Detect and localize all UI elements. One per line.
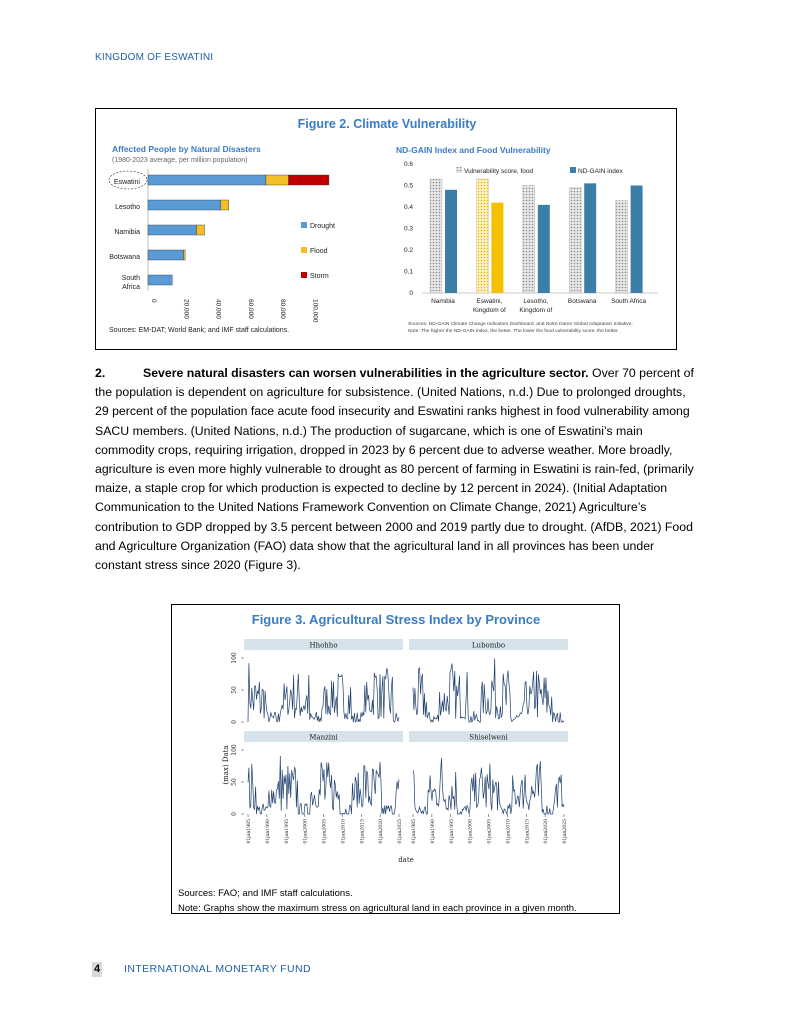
bar-drought-eswatini — [148, 175, 266, 185]
x-tick-label: 01jan2010 — [341, 819, 347, 844]
left-x-tick: 40,000 — [214, 299, 222, 319]
left-category-label: Eswatini — [113, 179, 140, 186]
left-x-tick: 100,000 — [311, 299, 319, 323]
x-tick-label: 01jan1985 — [412, 819, 417, 844]
right-y-tick: 0.3 — [403, 225, 413, 233]
figure-3-source: Sources: FAO; and IMF staff calculations. — [178, 888, 353, 899]
legend-label-flood: Flood — [310, 248, 328, 255]
bar-drought-south-africa — [148, 275, 172, 285]
bar-nd-gain-1 — [491, 203, 503, 293]
left-category-label: Namibia — [114, 229, 140, 236]
bar-flood-namibia — [196, 225, 204, 235]
bar-storm-eswatini — [289, 175, 329, 185]
series-line-lubombo — [413, 658, 564, 722]
left-chart-subtitle: (1980-2023 average, per million population) — [112, 157, 248, 164]
paragraph-body: Over 70 percent of the population is dependent on agriculture for subsistence. (United Nations, n.d.) Due to prolonged droughts, 29 percent of the population face acute food insecurity and Eswatini ranks highest in food vulnerability among SACU members. (United Nations, n.d.) The production of sugarcane, which is one of Eswatini’s main commodity crops, requiring irrigation, dropped in 2023 by 6 percent due to adverse weather. More broadly, agriculture is even more highly vulnerable to drought as 80 percent of farming in Eswatini is rain-fed, (primarily maize, a staple crop for which production is expected to decline by 12 percent in 2024). (Initial Adaptation Communication to the United Nations Framework Convention on Climate Change, 2021) Agriculture’s contribution to GDP dropped by 3.5 percent between 2000 and 2019 partly due to drought. (AfDB, 2021) Food and Agriculture Organization (FAO) data show that the agricultural land in all provinces has been under constant stress since 2020 (Figure 3). — [95, 366, 694, 573]
x-tick-label: 01jan2020 — [544, 819, 550, 844]
x-tick-label: 01jan2020 — [379, 819, 385, 844]
left-x-tick: 20,000 — [182, 299, 190, 319]
figure-3-note: Note: Graphs show the maximum stress on agricultural land in each province in a given month. — [178, 903, 577, 914]
x-tick-label: 01jan2000 — [468, 819, 474, 844]
legend-label-storm: Storm — [310, 273, 329, 280]
legend-swatch-storm — [301, 272, 307, 278]
x-tick-label: 01jan2025 — [563, 819, 568, 844]
bar-food-vulnerability-1 — [476, 179, 488, 293]
figure-2-box — [95, 108, 677, 350]
bar-food-vulnerability-2 — [523, 186, 535, 294]
series-line-shiselweni — [413, 758, 564, 814]
bar-flood-botswana — [184, 250, 186, 260]
left-x-tick: 80,000 — [279, 299, 287, 319]
right-chart-source: Sources: ND-GAIN Climate Change Indicators Dashboard, and Notre Dame Global Adaptation Initiative. — [408, 322, 633, 327]
left-category-label: South — [121, 275, 140, 282]
right-y-tick: 0.1 — [403, 268, 413, 276]
x-tick-label: 01jan1990 — [430, 819, 436, 844]
bar-drought-botswana — [148, 250, 184, 260]
bar-nd-gain-2 — [538, 205, 550, 293]
x-tick-label: 01jan2015 — [360, 819, 366, 844]
right-y-tick: 0.5 — [403, 182, 413, 190]
footer-org: INTERNATIONAL MONETARY FUND — [124, 963, 311, 975]
panel-title-lubombo: Lubombo — [471, 641, 506, 650]
figure-3-chart — [172, 605, 621, 887]
figure-3-box — [171, 604, 620, 914]
legend-swatch-drought — [301, 222, 307, 228]
right-chart-note: Note: The higher the ND-GAIN index, the better. The lower the food vulnerability score, the better. — [408, 329, 619, 334]
right-category-label: South Africa — [611, 298, 647, 305]
x-axis-label: date — [398, 856, 414, 864]
legend-label-drought: Drought — [310, 223, 335, 230]
legend-swatch-vulnerability — [456, 167, 462, 173]
bar-food-vulnerability-4 — [616, 201, 628, 293]
left-x-tick: 0 — [150, 299, 157, 303]
y-tick-label: 50 — [231, 686, 238, 694]
bar-food-vulnerability-0 — [430, 179, 442, 293]
bar-flood-lesotho — [221, 200, 229, 210]
paragraph-2 — [95, 364, 695, 575]
right-category-label: Lesotho, — [523, 298, 549, 305]
left-category-label: Lesotho — [115, 204, 140, 211]
x-tick-label: 01jan2015 — [525, 819, 531, 844]
legend-label-nd-gain: ND-GAIN index — [578, 168, 623, 175]
y-tick-label: 50 — [231, 778, 238, 786]
y-tick-label: 0 — [231, 720, 238, 724]
bar-nd-gain-0 — [445, 190, 457, 293]
panel-title-hhohho: Hhohho — [309, 641, 338, 650]
left-x-tick: 60,000 — [246, 299, 254, 319]
legend-swatch-nd-gain — [570, 167, 576, 173]
bar-food-vulnerability-3 — [569, 188, 581, 293]
right-y-tick: 0.6 — [403, 161, 413, 168]
page-number: 4 — [93, 963, 101, 975]
right-y-tick: 0 — [409, 290, 413, 297]
paragraph-number: 2. — [95, 366, 106, 380]
panel-title-shiselweni: Shiselweni — [469, 733, 508, 742]
right-category-label: Kingdom of — [519, 307, 553, 314]
bar-nd-gain-3 — [584, 183, 596, 293]
y-tick-label: 100 — [231, 652, 238, 664]
right-category-label: Namibia — [431, 298, 455, 305]
legend-label-vulnerability: Vulnerability score, food — [464, 168, 534, 175]
right-chart-title: ND-GAIN Index and Food Vulnerability — [396, 145, 551, 155]
running-header: KINGDOM OF ESWATINI — [95, 52, 214, 63]
panel-title-manzini: Manzini — [309, 733, 338, 742]
y-tick-label: 100 — [231, 744, 238, 756]
figure-3-title: Figure 3. Agricultural Stress Index by Province — [251, 612, 541, 627]
right-category-label: Botswana — [567, 298, 597, 305]
y-tick-label: 0 — [231, 812, 238, 816]
right-category-label: Eswatini, — [476, 298, 503, 305]
x-tick-label: 01jan2025 — [398, 819, 403, 844]
right-y-tick: 0.4 — [403, 204, 413, 211]
legend-swatch-flood — [301, 247, 307, 253]
left-chart-title: Affected People by Natural Disasters — [112, 144, 261, 154]
figure-2-chart — [96, 109, 678, 351]
figure-2-title: Figure 2. Climate Vulnerability — [297, 117, 477, 131]
left-category-label: Africa — [122, 284, 140, 291]
left-chart-source: Sources: EM-DAT; World Bank; and IMF staff calculations. — [109, 327, 290, 334]
x-tick-label: 01jan1985 — [247, 819, 252, 844]
paragraph-lead: Severe natural disasters can worsen vulnerabilities in the agriculture sector. — [143, 366, 589, 380]
bar-flood-eswatini — [266, 175, 289, 185]
series-line-manzini — [248, 756, 399, 814]
right-y-tick: 0.2 — [403, 247, 413, 254]
x-tick-label: 01jan1990 — [265, 819, 271, 844]
x-tick-label: 01jan2005 — [487, 819, 493, 844]
x-tick-label: 01jan2000 — [303, 819, 309, 844]
bar-nd-gain-4 — [631, 186, 643, 294]
left-category-label: Botswana — [109, 254, 140, 261]
x-tick-label: 01jan1995 — [284, 819, 290, 844]
right-category-label: Kingdom of — [472, 307, 506, 314]
x-tick-label: 01jan2005 — [322, 819, 328, 844]
bar-drought-lesotho — [148, 200, 221, 210]
series-line-hhohho — [248, 663, 399, 722]
x-tick-label: 01jan2010 — [506, 819, 512, 844]
x-tick-label: 01jan1995 — [449, 819, 455, 844]
y-axis-label: (max) Data — [222, 745, 230, 785]
bar-drought-namibia — [148, 225, 196, 235]
